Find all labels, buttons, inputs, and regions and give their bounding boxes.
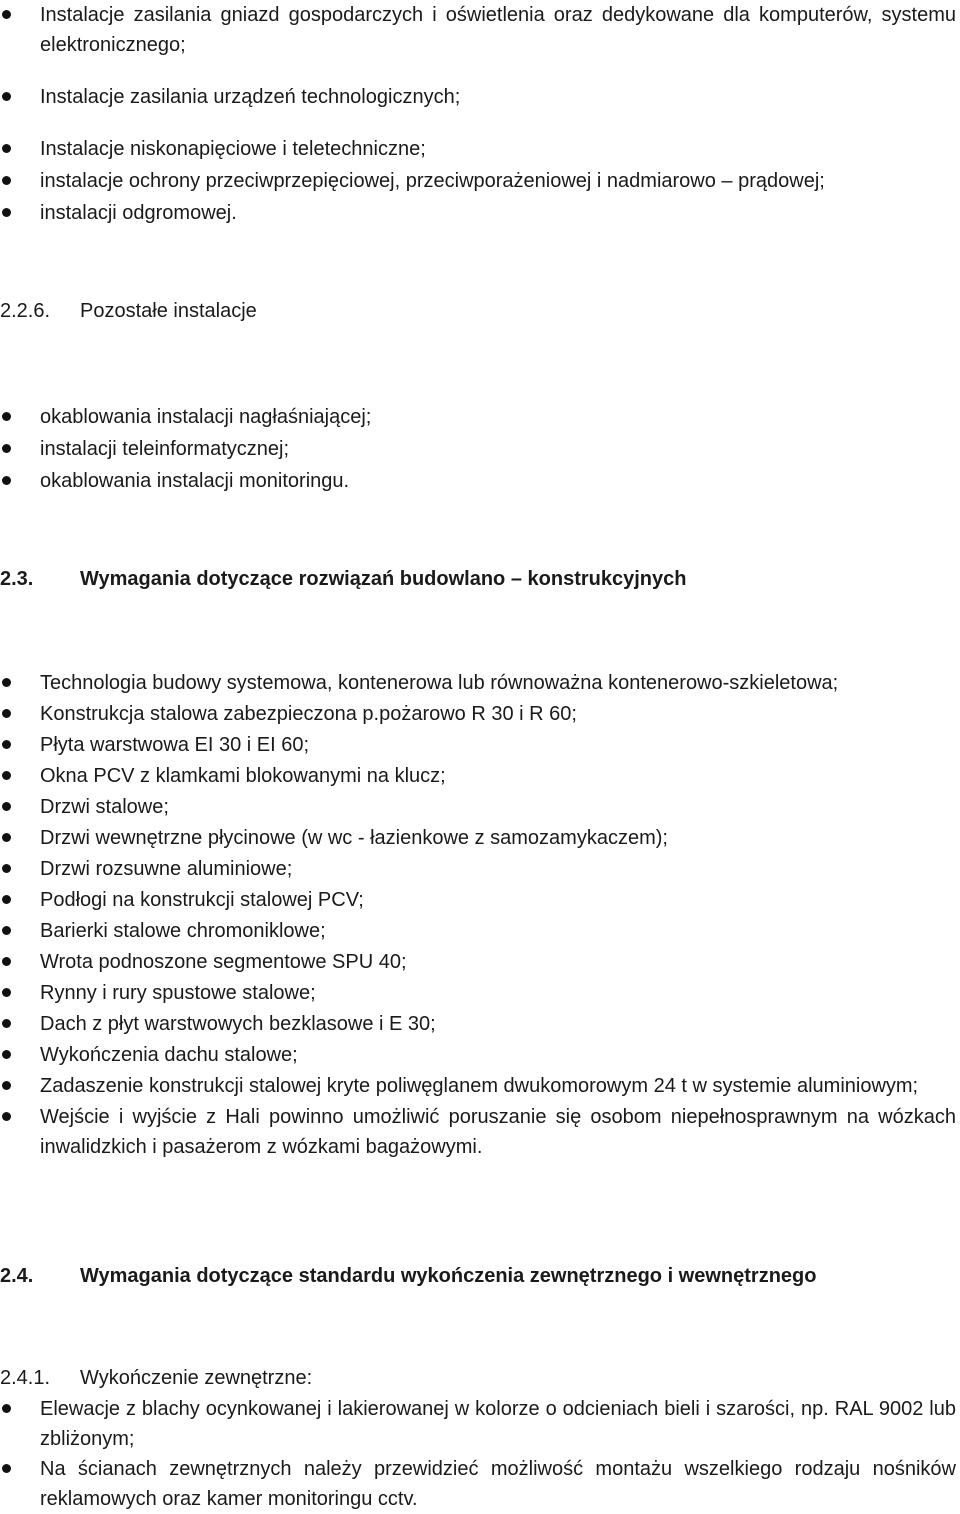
section-number: 2.2.6.: [0, 300, 51, 322]
bullet-icon: [2, 444, 11, 453]
list-item-text: Drzwi rozsuwne aluminiowe;: [40, 858, 293, 880]
list-item: [0, 134, 960, 164]
list-item-text: Podłogi na konstrukcji stalowej PCV;: [40, 889, 364, 911]
list-item: [0, 699, 960, 729]
list-item: [0, 761, 960, 791]
list-item: [0, 854, 960, 884]
list-item-text: Elewacje z blachy ocynkowanej i lakierowanej w kolorze o odcieniach bieli i szarości, np. RAL 9002 lub zbliżonym;: [40, 1398, 956, 1450]
list-item: [0, 82, 960, 112]
list-item: [0, 1040, 960, 1070]
list-electrical-installations: [0, 0, 960, 228]
list-item-text: Dach z płyt warstwowych bezklasowe i E 30;: [40, 1013, 436, 1035]
bullet-icon: [2, 176, 11, 185]
bullet-icon: [2, 988, 11, 997]
section-number: 2.4.1.: [0, 1367, 51, 1389]
bullet-icon: [2, 1081, 11, 1090]
bullet-icon: [2, 1404, 11, 1413]
section-title: Wymagania dotyczące standardu wykończenia zewnętrznego i wewnętrznego: [80, 1265, 817, 1287]
section-heading-2-3: [0, 564, 960, 594]
list-item: [0, 0, 960, 60]
list-item-text: Wrota podnoszone segmentowe SPU 40;: [40, 951, 407, 973]
list-item-text: Rynny i rury spustowe stalowe;: [40, 982, 316, 1004]
list-item-text: okablowania instalacji nagłaśniającej;: [40, 406, 372, 428]
list-item: [0, 947, 960, 977]
list-item: [0, 823, 960, 853]
list-item: [0, 978, 960, 1008]
bullet-icon: [2, 678, 11, 687]
section-heading-2-4-1: [0, 1363, 960, 1393]
bullet-icon: [2, 1464, 11, 1473]
list-item-text: Drzwi wewnętrzne płycinowe (w wc - łazienkowe z samozamykaczem);: [40, 827, 668, 849]
bullet-icon: [2, 10, 11, 19]
bullet-icon: [2, 771, 11, 780]
bullet-icon: [2, 144, 11, 153]
section-number: 2.3.: [0, 568, 34, 590]
list-item-text: Barierki stalowe chromoniklowe;: [40, 920, 326, 942]
list-exterior-finish: [0, 1394, 960, 1514]
list-item-text: Na ścianach zewnętrznych należy przewidzieć możliwość montażu wszelkiego rodzaju nośników reklamowych oraz kamer monitoringu cctv.: [40, 1458, 956, 1510]
list-item: [0, 1394, 960, 1454]
list-item-text: instalacji teleinformatycznej;: [40, 438, 289, 460]
list-item-text: Zadaszenie konstrukcji stalowej kryte poliwęglanem dwukomorowym 24 t w systemie aluminiowym;: [40, 1075, 919, 1097]
bullet-icon: [2, 957, 11, 966]
bullet-icon: [2, 208, 11, 217]
section-title: Pozostałe instalacje: [80, 300, 257, 322]
list-item: [0, 166, 960, 196]
bullet-icon: [2, 802, 11, 811]
list-item: [0, 668, 960, 698]
list-item-text: Instalacje niskonapięciowe i teletechniczne;: [40, 138, 426, 160]
bullet-icon: [2, 740, 11, 749]
bullet-icon: [2, 926, 11, 935]
list-item: [0, 885, 960, 915]
bullet-icon: [2, 1112, 11, 1121]
list-item-text: Wejście i wyjście z Hali powinno umożliwić poruszanie się osobom niepełnosprawnym na wózkach inwalidzkich i pasażerom z wózkami bagażowymi.: [40, 1106, 956, 1158]
bullet-icon: [2, 895, 11, 904]
list-item-text: Drzwi stalowe;: [40, 796, 169, 818]
section-number: 2.4.: [0, 1265, 34, 1287]
bullet-icon: [2, 412, 11, 421]
list-item-text: instalacje ochrony przeciwprzepięciowej, przeciwporażeniowej i nadmiarowo – prądowej;: [40, 170, 825, 192]
list-item: [0, 730, 960, 760]
list-item-text: Wykończenia dachu stalowe;: [40, 1044, 298, 1066]
list-item-text: Okna PCV z klamkami blokowanymi na klucz;: [40, 765, 446, 787]
list-item-text: Płyta warstwowa EI 30 i EI 60;: [40, 734, 310, 756]
list-item: [0, 1102, 960, 1162]
list-item-text: Instalacje zasilania urządzeń technologicznych;: [40, 86, 461, 108]
bullet-icon: [2, 709, 11, 718]
bullet-icon: [2, 864, 11, 873]
bullet-icon: [2, 92, 11, 101]
section-title: Wykończenie zewnętrzne:: [80, 1367, 313, 1389]
bullet-icon: [2, 833, 11, 842]
list-item: [0, 1071, 960, 1101]
list-item: [0, 434, 960, 464]
bullet-icon: [2, 1050, 11, 1059]
list-item: [0, 1009, 960, 1039]
bullet-icon: [2, 476, 11, 485]
section-heading-2-2-6: [0, 296, 960, 326]
list-item-text: okablowania instalacji monitoringu.: [40, 470, 350, 492]
list-item: [0, 916, 960, 946]
list-construction-requirements: [0, 668, 960, 1162]
section-heading-2-4: [0, 1261, 960, 1291]
list-item-text: instalacji odgromowej.: [40, 202, 237, 224]
bullet-icon: [2, 1019, 11, 1028]
list-item-text: Instalacje zasilania gniazd gospodarczych i oświetlenia oraz dedykowane dla komputerów, systemu elektronicznego;: [40, 4, 956, 56]
list-item: [0, 1454, 960, 1514]
list-item: [0, 792, 960, 822]
list-item: [0, 402, 960, 432]
list-other-installations: [0, 402, 960, 496]
section-title: Wymagania dotyczące rozwiązań budowlano – konstrukcyjnych: [80, 568, 687, 590]
list-item-text: Konstrukcja stalowa zabezpieczona p.pożarowo R 30 i R 60;: [40, 703, 577, 725]
list-item-text: Technologia budowy systemowa, kontenerowa lub równoważna kontenerowo-szkieletowa;: [40, 672, 839, 694]
list-item: [0, 198, 960, 228]
list-item: [0, 466, 960, 496]
